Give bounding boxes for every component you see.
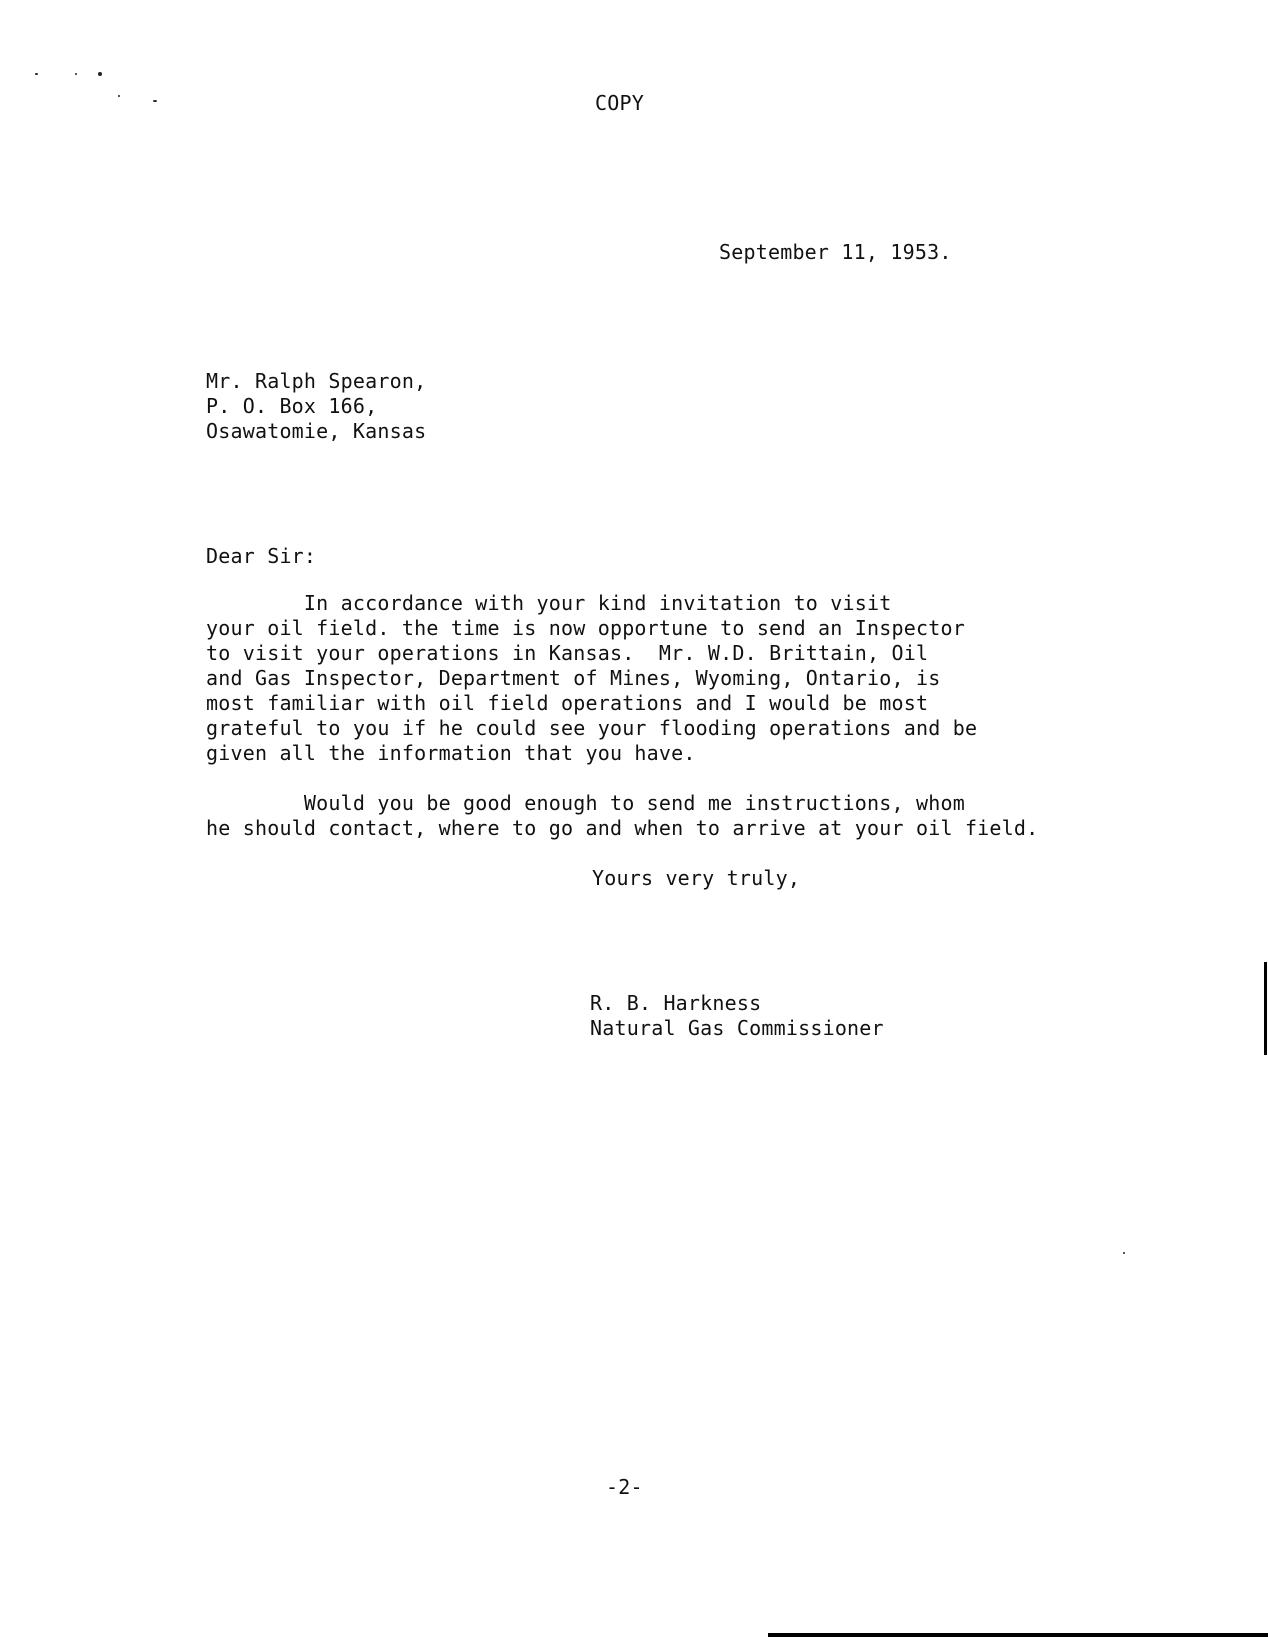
signature-block (590, 991, 884, 1041)
paragraph-line: given all the information that you have. (206, 741, 696, 765)
paragraph-line: grateful to you if he could see your flooding operations and be (206, 716, 978, 740)
signer-title: Natural Gas Commissioner (590, 1016, 884, 1040)
scan-edge-mark (1264, 962, 1267, 1055)
paragraph-line: most familiar with oil field operations and I would be most (206, 691, 929, 715)
paragraph-line: to visit your operations in Kansas. Mr. W.D. Brittain, Oil (206, 641, 929, 665)
recipient-box: P. O. Box 166, (206, 394, 378, 418)
recipient-city: Osawatomie, Kansas (206, 419, 427, 443)
salutation: Dear Sir: (206, 544, 317, 568)
scan-speck (153, 100, 157, 102)
paragraph-line: your oil field. the time is now opportune to send an Inspector (206, 616, 965, 640)
scan-speck (75, 73, 77, 75)
page-number: -2- (606, 1475, 643, 1499)
paragraph-line: he should contact, where to go and when to arrive at your oil field. (206, 816, 1039, 840)
letter-date: September 11, 1953. (719, 240, 952, 264)
paragraph-line: In accordance with your kind invitation to visit (206, 591, 892, 615)
paragraph-line: and Gas Inspector, Department of Mines, Wyoming, Ontario, is (206, 666, 941, 690)
scan-speck (118, 95, 120, 97)
scan-speck (1123, 1252, 1125, 1254)
paragraph-line: Would you be good enough to send me instructions, whom (206, 791, 965, 815)
recipient-name: Mr. Ralph Spearon, (206, 369, 427, 393)
copy-label: COPY (595, 91, 644, 115)
scan-speck (98, 72, 102, 76)
closing: Yours very truly, (592, 866, 801, 890)
scan-speck (35, 73, 38, 75)
signer-name: R. B. Harkness (590, 991, 762, 1015)
scan-edge-mark (768, 1633, 1268, 1637)
body-paragraph-2 (206, 791, 1038, 841)
recipient-address (206, 369, 426, 444)
body-paragraph-1 (206, 591, 977, 766)
